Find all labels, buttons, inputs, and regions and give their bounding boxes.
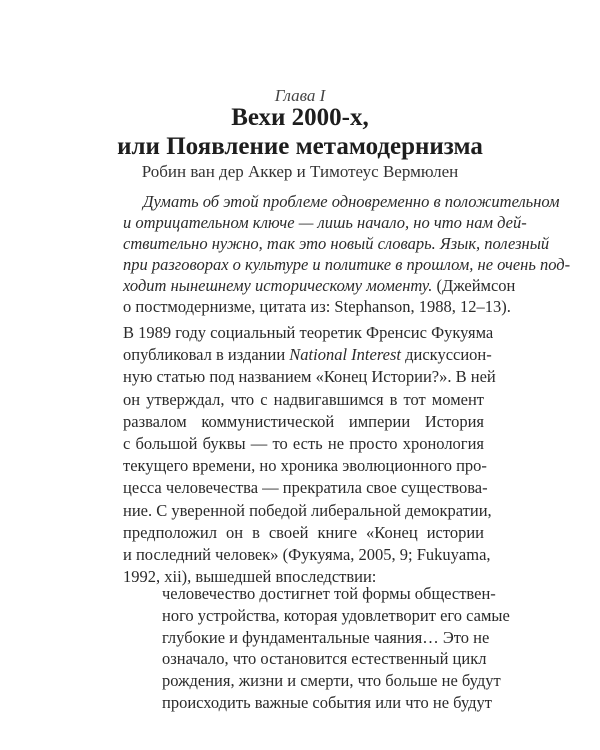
body-line: В 1989 году социальный теоретик Френсис Фукуяма [123,323,494,342]
quote-line: рождения, жизни и смерти, что больше не будут [162,671,501,691]
chapter-label: Глава I [274,86,326,105]
quote-line: ного устройства, которая удовлетворит его самые [162,605,510,625]
epigraph-line [123,275,516,296]
block-quote [162,583,510,714]
epigraph-attribution: (Джеймсон [432,276,516,295]
body-line: он утверждал, что с надвигавшимся в тот момент [123,389,484,409]
body-line: с большой буквы — то есть не просто хронология [123,433,484,453]
body-text: дискуссион- [400,345,492,365]
quote-line: глубокие и фундаментальные чаяния… Это не [162,627,490,647]
body-line: ние. С уверенной победой либеральной демократии, [123,500,492,520]
quote-line: человечество достигнет той формы обществен- [162,584,496,603]
body-line: развалом коммунистической империи История [123,411,484,431]
body-line: и последний человек» (Фукуяма, 2005, 9; Fukuyama, [123,544,491,564]
chapter-title-line-2: или Появление метамодернизма [117,133,483,160]
epigraph-line: при разговорах о культуре и политике в прошлом, не очень под- [123,255,571,274]
chapter-authors: Робин ван дер Аккер и Тимотеус Вермюлен [141,162,459,181]
body-line: текущего времени, но хроника эволюционного про- [123,456,487,476]
body-line: ную статью под названием «Конец Истории?». В ней [123,367,496,387]
epigraph-italic-text: ходит нынешнему историческому моменту. [123,276,433,295]
epigraph-line: Думать об этой проблеме одновременно в положительном [143,192,560,211]
epigraph-line: и отрицательном ключе — лишь начало, но что нам дей- [123,213,527,232]
quote-line: происходить важные события или что не будут [162,692,493,712]
epigraph [123,191,571,317]
chapter-title-line-1: Вехи 2000-х, [231,104,369,131]
epigraph-citation: о постмодернизме, цитата из: Stephanson, 1988, 12–13). [123,297,511,316]
body-paragraph [123,322,496,588]
body-line: 1992, xii), вышедшей впоследствии: [123,567,377,587]
quote-line: означало, что остановится естественный цикл [162,649,487,669]
body-text: опубликовал в издании [123,345,290,365]
body-line: предположил он в своей книге «Конец истории [123,522,484,542]
epigraph-line: ствительно нужно, так это новый словарь. Язык, полезный [123,234,550,253]
body-line [123,344,492,366]
publication-title: National Interest [289,345,401,365]
body-line: цесса человечества — прекратила свое существова- [123,478,488,498]
